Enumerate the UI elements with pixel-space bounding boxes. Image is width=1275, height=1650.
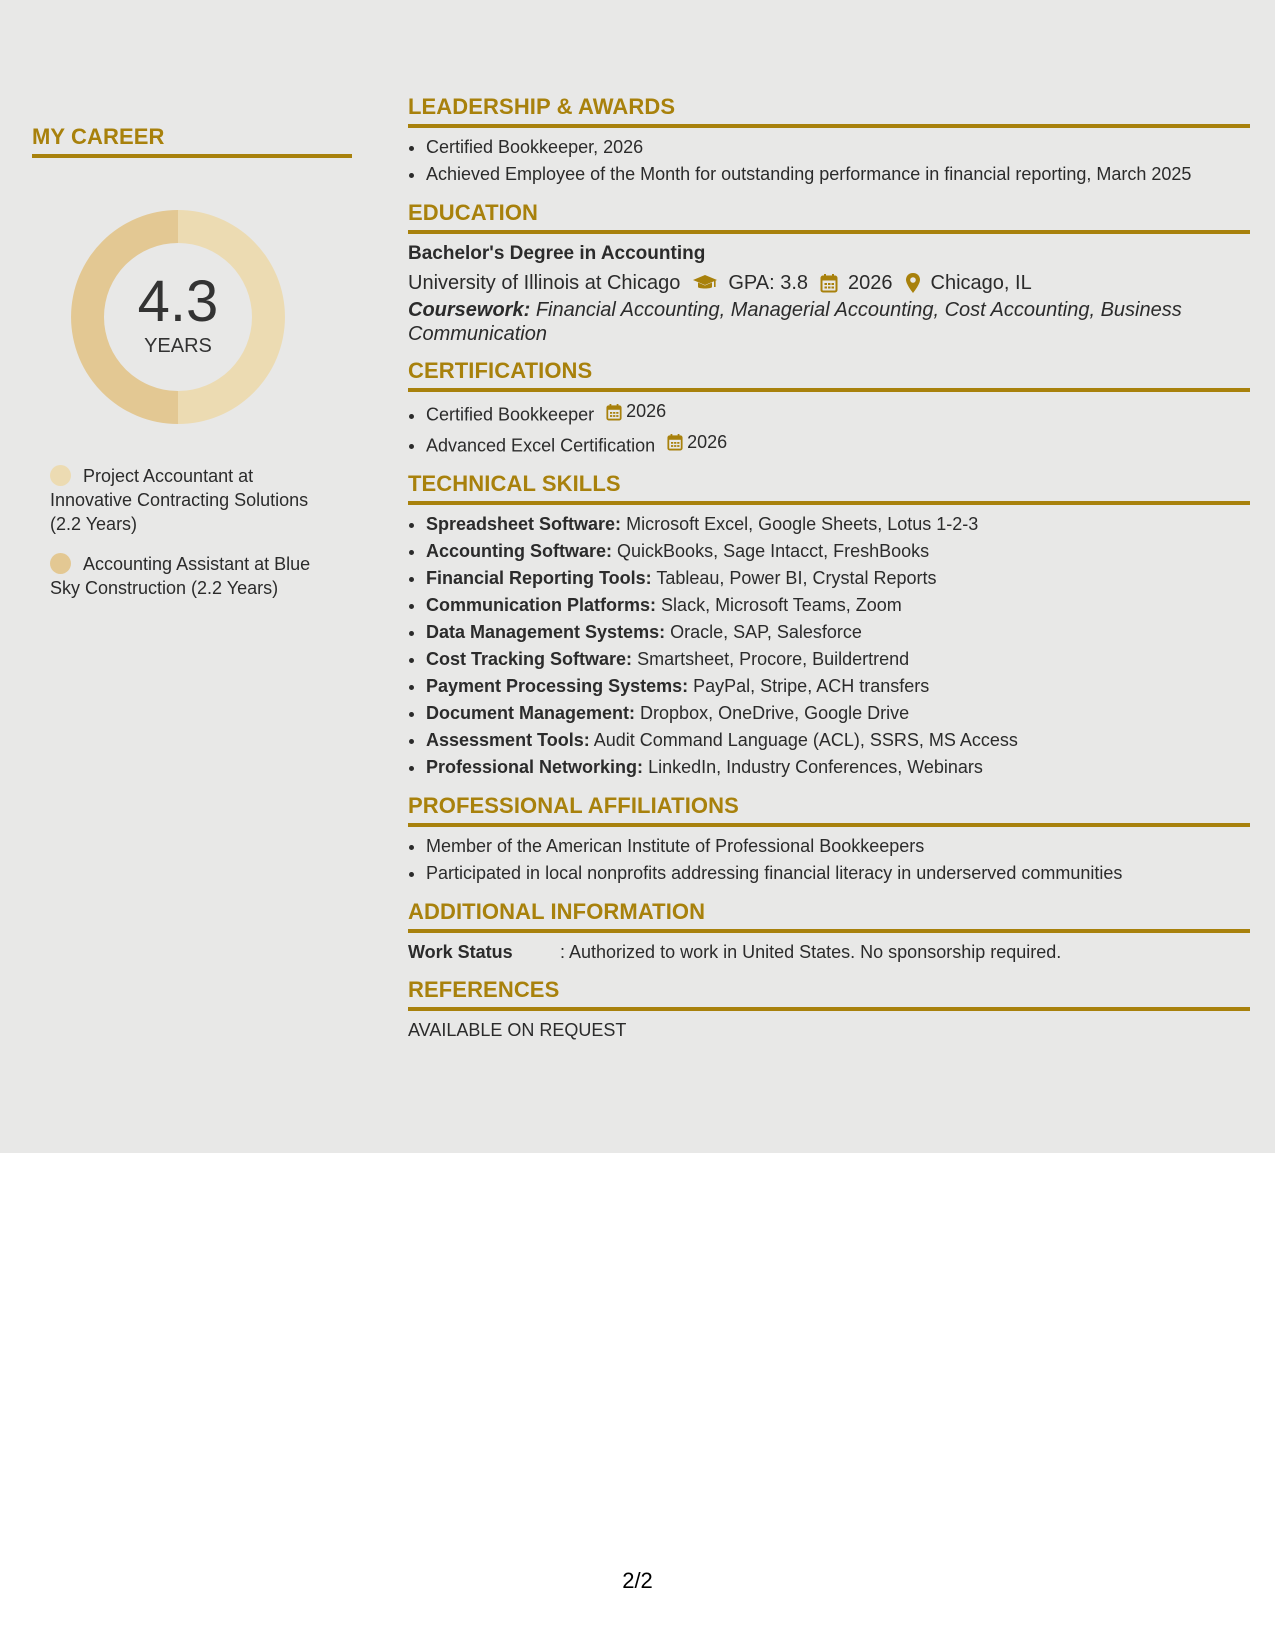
graduation-cap-icon	[692, 274, 718, 292]
calendar-icon	[606, 403, 622, 421]
skills-heading: TECHNICAL SKILLS	[408, 471, 1250, 505]
affiliations-list	[408, 833, 1250, 887]
legend-dot-icon	[50, 465, 71, 486]
skill-value: Tableau, Power BI, Crystal Reports	[656, 568, 937, 588]
references-text: AVAILABLE ON REQUEST	[408, 1020, 627, 1040]
list-item	[426, 429, 1250, 460]
certification-name: Advanced Excel Certification	[426, 435, 656, 455]
donut-center	[65, 204, 291, 430]
legend-label: Project Accountant at Innovative Contracting Solutions (2.2 Years)	[50, 466, 309, 534]
leadership-section	[408, 94, 1250, 188]
list-item	[426, 398, 1250, 429]
certification-year: 2026	[626, 401, 667, 421]
education-section	[408, 200, 1250, 346]
skill-label: Cost Tracking Software:	[426, 649, 633, 669]
skill-label: Accounting Software:	[426, 541, 613, 561]
career-total-years: 4.3	[137, 269, 219, 334]
list-item	[426, 619, 1250, 646]
leadership-list	[408, 134, 1250, 188]
skill-label: Spreadsheet Software:	[426, 514, 622, 534]
skills-list	[408, 511, 1250, 781]
career-legend	[50, 464, 340, 616]
skill-label: Assessment Tools:	[426, 730, 590, 750]
education-heading: EDUCATION	[408, 200, 1250, 234]
references-section	[408, 977, 1250, 1043]
skill-label: Financial Reporting Tools:	[426, 568, 652, 588]
education-details	[408, 268, 1250, 298]
list-item	[426, 700, 1250, 727]
coursework-label: Coursework:	[408, 299, 531, 321]
skill-value: LinkedIn, Industry Conferences, Webinars	[648, 757, 983, 777]
list-item: • Certified Bookkeeper, 2026	[426, 134, 1250, 161]
leadership-heading: LEADERSHIP & AWARDS	[408, 94, 1250, 128]
list-item: • Member of the American Institute of Professional Bookkeepers	[426, 833, 1250, 860]
certification-name: Certified Bookkeeper	[426, 404, 595, 425]
certifications-heading: CERTIFICATIONS	[408, 358, 1250, 392]
skill-label: Data Management Systems:	[426, 622, 666, 642]
work-status-value: : Authorized to work in United States. No sponsorship required.	[560, 942, 1062, 962]
legend-dot-icon	[50, 553, 71, 574]
skill-value: PayPal, Stripe, ACH transfers	[693, 676, 930, 696]
coursework-list: Financial Accounting, Managerial Accounting, Cost Accounting, Business Communication	[408, 299, 1182, 345]
school-location: Chicago, IL	[930, 272, 1032, 294]
list-item: • Participated in local nonprofits addressing financial literacy in underserved communities	[426, 860, 1250, 887]
page-number: 2/2	[622, 1568, 653, 1593]
certification-year: 2026	[687, 431, 728, 452]
skill-value: Smartsheet, Procore, Buildertrend	[637, 649, 910, 669]
coursework	[408, 298, 1250, 346]
list-item	[426, 592, 1250, 619]
affiliations-section	[408, 793, 1250, 887]
additional-info-heading: ADDITIONAL INFORMATION	[408, 899, 1250, 933]
career-column	[32, 124, 352, 598]
work-status-label: Work Status	[408, 942, 513, 962]
skill-value: Dropbox, OneDrive, Google Drive	[640, 703, 910, 723]
skill-label: Communication Platforms:	[426, 595, 657, 615]
additional-info-section	[408, 899, 1250, 965]
list-item	[426, 565, 1250, 592]
certifications-list	[408, 398, 1250, 459]
skill-value: QuickBooks, Sage Intacct, FreshBooks	[617, 541, 930, 561]
skills-section	[408, 471, 1250, 781]
list-item	[426, 754, 1250, 781]
list-item	[426, 727, 1250, 754]
skill-value: Oracle, SAP, Salesforce	[670, 622, 862, 642]
references-heading: REFERENCES	[408, 977, 1250, 1011]
legend-item	[50, 464, 340, 536]
list-item	[426, 673, 1250, 700]
school-name: University of Illinois at Chicago	[408, 272, 681, 294]
degree-title: Bachelor's Degree in Accounting	[408, 243, 706, 264]
career-heading: MY CAREER	[32, 124, 352, 158]
list-item	[426, 538, 1250, 565]
list-item	[426, 511, 1250, 538]
calendar-icon	[820, 273, 838, 293]
certifications-section	[408, 358, 1250, 459]
legend-item	[50, 552, 340, 600]
calendar-icon	[667, 433, 683, 451]
location-pin-icon	[905, 272, 921, 294]
skill-value: Microsoft Excel, Google Sheets, Lotus 1-2-3	[626, 514, 979, 534]
skill-label: Professional Networking:	[426, 757, 644, 777]
career-total-unit: YEARS	[144, 335, 212, 357]
skill-label: Payment Processing Systems:	[426, 676, 689, 696]
skill-label: Document Management:	[426, 703, 636, 723]
main-column	[408, 94, 1250, 1055]
skill-value: Audit Command Language (ACL), SSRS, MS Access	[593, 730, 1018, 750]
affiliations-heading: PROFESSIONAL AFFILIATIONS	[408, 793, 1250, 827]
graduation-year: 2026	[848, 272, 893, 294]
skill-value: Slack, Microsoft Teams, Zoom	[661, 595, 902, 615]
gpa: GPA: 3.8	[728, 272, 809, 294]
work-status-row	[408, 939, 1250, 965]
legend-label: Accounting Assistant at Blue Sky Construction (2.2 Years)	[50, 554, 311, 598]
list-item	[426, 646, 1250, 673]
list-item: • Achieved Employee of the Month for outstanding performance in financial reporting, March 2025	[426, 161, 1250, 188]
